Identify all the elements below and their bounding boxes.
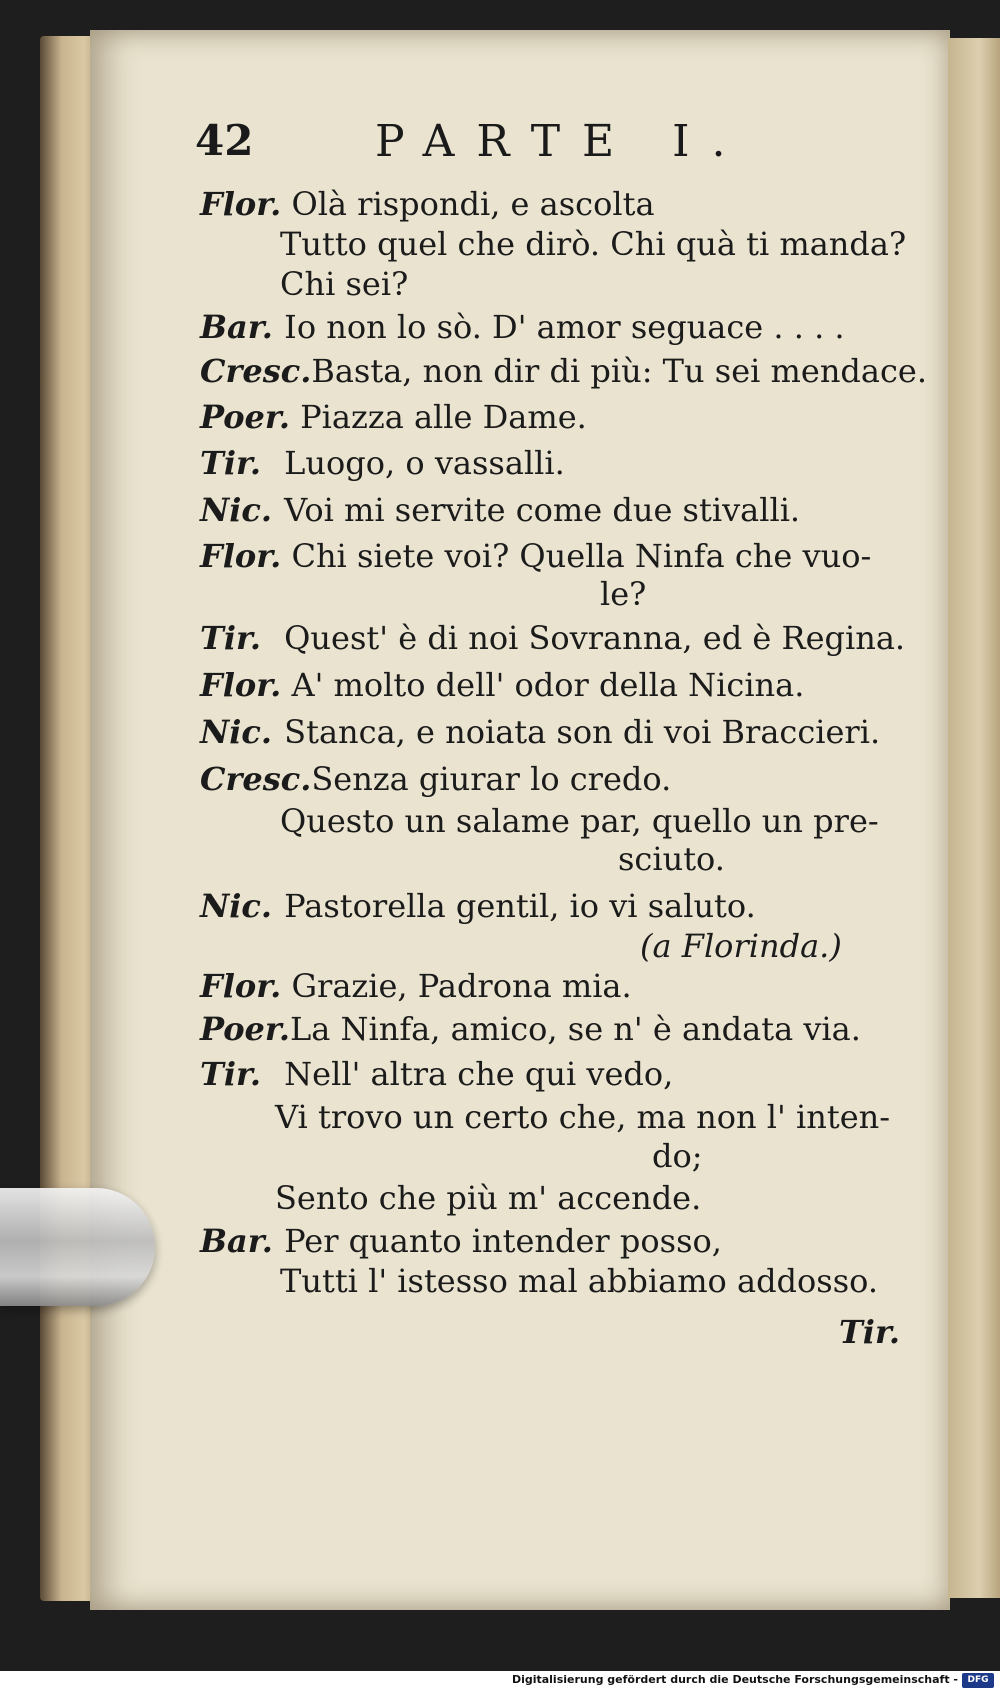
dialogue-line: [200, 713, 881, 751]
line-text: Vi trovo un certo che, ma non l' inten-: [275, 1098, 891, 1136]
dialogue-line: [275, 1179, 702, 1217]
speaker-label: Nic.: [200, 491, 273, 529]
dialogue-line: [200, 666, 805, 704]
line-text: Questo un salame par, quello un pre-: [280, 802, 879, 840]
dfg-logo: DFG: [962, 1673, 994, 1688]
dialogue-line: [618, 840, 725, 878]
dialogue-line: [200, 1222, 722, 1260]
line-text: Pastorella gentil, io vi saluto.: [284, 887, 756, 925]
running-title: PARTE I.: [375, 116, 748, 167]
line-text: le?: [600, 575, 647, 613]
dialogue-line: [652, 1137, 703, 1175]
speaker-label: Tir.: [200, 619, 262, 657]
speaker-label: Poer.: [200, 398, 290, 436]
dialogue-line: [200, 887, 756, 925]
stage-direction: [640, 927, 842, 965]
line-text: Chi siete voi? Quella Ninfa che vuo-: [291, 537, 872, 575]
dialogue-line: [200, 1055, 674, 1093]
line-text: Tutto quel che dirò. Chi quà ti manda?: [280, 225, 907, 263]
dialogue-line: [600, 575, 647, 613]
line-text: A' molto dell' odor della Nicina.: [291, 666, 805, 704]
dialogue-line: [200, 308, 845, 346]
line-text: Tutti l' istesso mal abbiamo addosso.: [280, 1262, 879, 1300]
speaker-label: Bar.: [200, 308, 273, 346]
line-text: La Ninfa, amico, se n' è andata via.: [289, 1010, 861, 1048]
digitization-credit: Digitalisierung gefördert durch die Deutsche Forschungsgemeinschaft -: [511, 1673, 958, 1686]
dialogue-line: [280, 802, 879, 840]
line-text: Per quanto intender posso,: [284, 1222, 722, 1260]
dialogue-line: [200, 352, 928, 390]
dialogue-line: [200, 619, 906, 657]
speaker-label: Poer.: [200, 1010, 290, 1048]
scanner-clip: [0, 1188, 155, 1306]
dialogue-line: [200, 1010, 861, 1048]
catchword: Tir.: [838, 1313, 900, 1351]
line-text: do;: [652, 1137, 703, 1175]
speaker-label: Flor.: [200, 967, 282, 1005]
line-text: Quest' è di noi Sovranna, ed è Regina.: [284, 619, 906, 657]
line-text: Senza giurar lo credo.: [311, 760, 672, 798]
dialogue-line: [200, 491, 801, 529]
speaker-label: Cresc.: [200, 352, 312, 390]
speaker-label: Flor.: [200, 537, 282, 575]
dialogue-line: [275, 1098, 891, 1136]
line-text: Voi mi servite come due stivalli.: [284, 491, 801, 529]
speaker-label: Cresc.: [200, 760, 312, 798]
line-text: Olà rispondi, e ascolta: [291, 185, 655, 223]
dialogue-line: [200, 185, 655, 223]
line-text: Nell' altra che qui vedo,: [284, 1055, 674, 1093]
dialogue-line: [200, 444, 565, 482]
line-text: (a Florinda.): [640, 927, 842, 965]
dialogue-line: [280, 225, 907, 263]
line-text: sciuto.: [618, 840, 725, 878]
dialogue-line: [200, 760, 672, 798]
speaker-label: Flor.: [200, 185, 282, 223]
speaker-label: Flor.: [200, 666, 282, 704]
line-text: Luogo, o vassalli.: [284, 444, 565, 482]
dialogue-line: [200, 537, 872, 575]
dialogue-line: [200, 967, 632, 1005]
dialogue-line: [280, 1262, 879, 1300]
line-text: Grazie, Padrona mia.: [291, 967, 632, 1005]
dialogue-line: [280, 265, 409, 303]
speaker-label: Nic.: [200, 887, 273, 925]
speaker-label: Nic.: [200, 713, 273, 751]
dialogue-line: [200, 398, 587, 436]
line-text: Chi sei?: [280, 265, 409, 303]
line-text: Sento che più m' accende.: [275, 1179, 702, 1217]
speaker-label: Tir.: [200, 444, 262, 482]
line-text: Piazza alle Dame.: [300, 398, 587, 436]
line-text: Io non lo sò. D' amor seguace . . . .: [284, 308, 845, 346]
speaker-label: Tir.: [200, 1055, 262, 1093]
line-text: Stanca, e noiata son di voi Braccieri.: [284, 713, 881, 751]
speaker-label: Bar.: [200, 1222, 273, 1260]
page-number: 42: [195, 116, 254, 165]
line-text: Basta, non dir di più: Tu sei mendace.: [311, 352, 928, 390]
